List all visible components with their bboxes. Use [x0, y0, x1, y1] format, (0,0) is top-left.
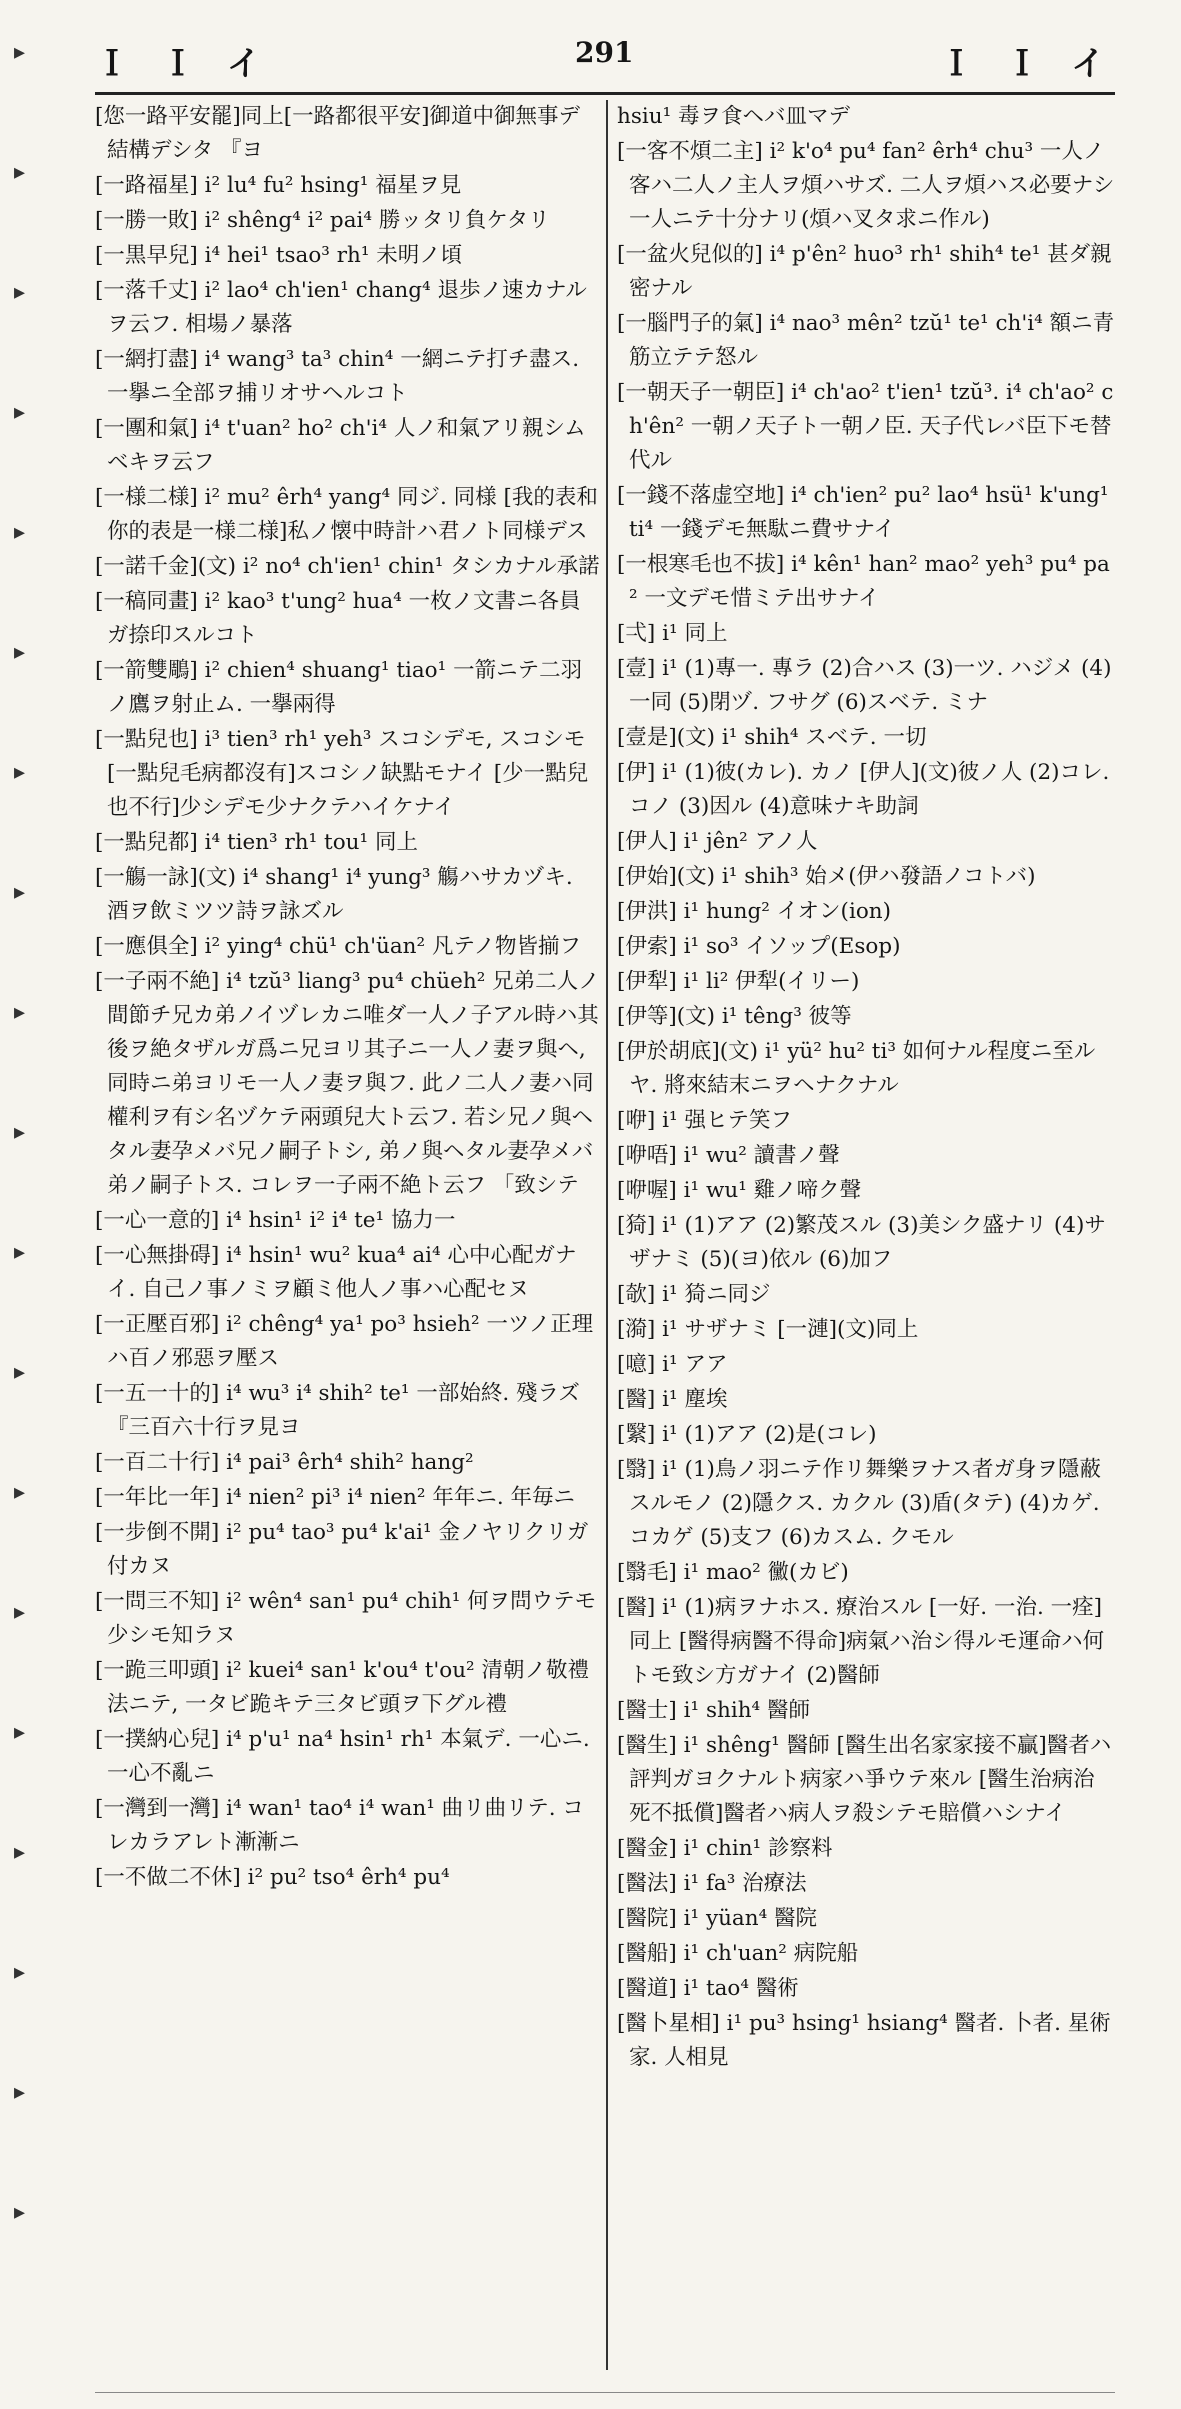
dictionary-entry: [一子兩不絶] i⁴ tzŭ³ liang³ pu⁴ chüeh² 兄弟二人ノ間節チ兄カ弟ノイヅレカニ唯ダ一人ノ子アル時ハ其後ヲ絶タザルガ爲ニ兄ヨリ其子ニ一人ノ妻ヲ與ヘ, 同時ニ弟ヨリモ一人ノ妻ヲ與フ. 此ノ二人ノ妻ハ同權利ヲ有シ名ヅケテ兩頭兒大ト云フ. 若シ兄ノ與ヘタル妻孕メバ兄ノ嗣子トシ, 弟ノ與ヘタル妻孕メバ弟ノ嗣子トス. コレヲ一子兩不絶ト云フ 「致シテ: [95, 969, 600, 1198]
margin-mark: ▸: [14, 760, 26, 785]
margin-mark: ▸: [14, 1240, 26, 1265]
page-header: [95, 28, 1115, 84]
dictionary-entry: [一様二様] i² mu² êrh⁴ yang⁴ 同ジ. 同様 [我的表和你的表是一様二様]私ノ懐中時計ハ君ノト同様デス: [95, 485, 598, 544]
dictionary-entry: [伊犁] i¹ li² 伊犁(イリー): [617, 969, 860, 994]
dictionary-entry: [一點兒都] i⁴ tien³ rh¹ tou¹ 同上: [95, 830, 418, 855]
margin-mark: ▸: [14, 1120, 26, 1145]
margin-mark: ▸: [14, 2080, 26, 2105]
dictionary-entry: [伊於胡底](文) i¹ yü² hu² ti³ 如何ナル程度ニ至ルヤ. 將來結末ニヲヘナクナル: [617, 1039, 1096, 1098]
dictionary-entry: [一點兒也] i³ tien³ rh¹ yeh³ スコシデモ, スコシモ [一點兒毛病都沒有]スコシノ缺點モナイ [少一點兒也不行]少シデモ少ナクテハイケナイ: [95, 727, 589, 820]
dictionary-entry: [一跪三叩頭] i² kuei⁴ san¹ k'ou⁴ t'ou² 清朝ノ敬禮法ニテ, 一タビ跪キテ三タビ頭ヲ下グル禮: [95, 1658, 589, 1717]
margin-mark: ▸: [14, 1840, 26, 1865]
dictionary-entry: [繄] i¹ (1)アア (2)是(コレ): [617, 1422, 877, 1447]
dictionary-entry: [一稿同畫] i² kao³ t'ung² hua⁴ 一枚ノ文書ニ各員ガ捺印スルコト: [95, 589, 581, 648]
dictionary-entry: [弌] i¹ 同上: [617, 621, 728, 646]
dictionary-entry: [咿] i¹ 强ヒテ笑フ: [617, 1108, 792, 1133]
dictionary-entry: [一團和氣] i⁴ t'uan² ho² ch'i⁴ 人ノ和氣アリ親シムベキヲ云フ: [95, 416, 586, 475]
margin-mark: ▸: [14, 520, 26, 545]
binding-margin-marks: [6, 40, 46, 2380]
margin-mark: ▸: [14, 1720, 26, 1745]
margin-mark: ▸: [14, 1360, 26, 1385]
margin-mark: ▸: [14, 400, 26, 425]
dictionary-entry: [一落千丈] i² lao⁴ ch'ien¹ chang⁴ 退歩ノ速カナルヲ云フ. 相場ノ暴落: [95, 278, 587, 337]
dictionary-entry: [您一路平安罷]同上[一路都很平安]御道中御無事デ結構デシタ 『ヨ: [95, 104, 581, 163]
dictionary-entry: [一心一意的] i⁴ hsin¹ i² i⁴ te¹ 協力一: [95, 1208, 456, 1233]
margin-mark: ▸: [14, 280, 26, 305]
header-right-guide: Ｉ Ｉ イ: [939, 44, 1115, 84]
dictionary-entry: [一心無掛碍] i⁴ hsin¹ wu² kua⁴ ai⁴ 心中心配ガナイ. 自己ノ事ノミヲ顧ミ他人ノ事ハ心配セヌ: [95, 1243, 577, 1302]
dictionary-entry: [醫生] i¹ shêng¹ 醫師 [醫生出名家家接不贏]醫者ハ評判ガヨクナルト病家ハ爭ウテ來ル [醫生治病治死不抵償]醫者ハ病人ヲ殺シテモ賠償ハシナイ: [617, 1733, 1112, 1826]
entry-columns: [95, 100, 1115, 2380]
header-rule: [95, 92, 1115, 95]
dictionary-entry: [翳毛] i¹ mao² 黴(カビ): [617, 1560, 849, 1585]
dictionary-entry: [醫院] i¹ yüan⁴ 醫院: [617, 1906, 818, 1931]
dictionary-entry: [翳] i¹ (1)鳥ノ羽ニテ作リ舞樂ヲナス者ガ身ヲ隱蔽スルモノ (2)隱クス. カクル (3)盾(タテ) (4)カゲ. コカゲ (5)支フ (6)カスム. クモル: [617, 1457, 1102, 1550]
dictionary-entry: hsiu¹ 毒ヲ食ヘバ皿マデ: [617, 104, 851, 129]
dictionary-entry: [伊人] i¹ jên² アノ人: [617, 829, 818, 854]
page-number: 291: [575, 36, 634, 69]
dictionary-entry: [咿唔] i¹ wu² 讀書ノ聲: [617, 1143, 840, 1168]
dictionary-entry: [一步倒不開] i² pu⁴ tao³ pu⁴ k'ai¹ 金ノヤリクリガ付カヌ: [95, 1520, 589, 1579]
dictionary-entry: [一錢不落虚空地] i⁴ ch'ien² pu² lao⁴ hsü¹ k'ung¹ ti⁴ 一錢デモ無駄ニ費サナイ: [617, 483, 1109, 542]
dictionary-entry: [猗] i¹ (1)アア (2)繁茂スル (3)美シク盛ナリ (4)サザナミ (5)(ヨ)依ル (6)加フ: [617, 1213, 1106, 1272]
margin-mark: ▸: [14, 2200, 26, 2225]
dictionary-entry: [醫] i¹ (1)病ヲナホス. 療治スル [一好. 一治. 一痊]同上 [醫得病醫不得命]病氣ハ治シ得ルモ運命ハ何トモ致シ方ガナイ (2)醫師: [617, 1595, 1105, 1688]
dictionary-entry: [醫士] i¹ shih⁴ 醫師: [617, 1698, 810, 1723]
dictionary-entry: [一客不煩二主] i² k'o⁴ pu⁴ fan² êrh⁴ chu³ 一人ノ客ハ二人ノ主人ヲ煩ハサズ. 二人ヲ煩ハス必要ナシ一人ニテ十分ナリ(煩ハ叉タ求ニ作ル): [617, 139, 1115, 232]
dictionary-entry: [伊] i¹ (1)彼(カレ). カノ [伊人](文)彼ノ人 (2)コレ. コノ (3)因ル (4)意味ナキ助詞: [617, 760, 1110, 819]
column-divider: [606, 100, 608, 2370]
dictionary-entry: [醫船] i¹ ch'uan² 病院船: [617, 1941, 859, 1966]
dictionary-entry: [一百二十行] i⁴ pai³ êrh⁴ shih² hang²: [95, 1450, 474, 1475]
dictionary-entry: [一路福星] i² lu⁴ fu² hsing¹ 福星ヲ見: [95, 173, 462, 198]
dictionary-entry: [伊洪] i¹ hung² イオン(ion): [617, 899, 891, 924]
dictionary-entry: [醫金] i¹ chin¹ 診察料: [617, 1836, 833, 1861]
dictionary-entry: [醫法] i¹ fa³ 治療法: [617, 1871, 807, 1896]
margin-mark: ▸: [14, 1600, 26, 1625]
margin-mark: ▸: [14, 880, 26, 905]
margin-mark: ▸: [14, 1000, 26, 1025]
margin-mark: ▸: [14, 40, 26, 65]
dictionary-entry: [一撲納心兒] i⁴ p'u¹ na⁴ hsin¹ rh¹ 本氣デ. 一心ニ. 一心不亂ニ: [95, 1727, 590, 1786]
dictionary-entry: [一灣到一灣] i⁴ wan¹ tao⁴ i⁴ wan¹ 曲リ曲リテ. コレカラアレト漸漸ニ: [95, 1796, 584, 1855]
dictionary-entry: [醫] i¹ 塵埃: [617, 1387, 728, 1412]
margin-mark: ▸: [14, 640, 26, 665]
dictionary-entry: [一箭雙鵰] i² chien⁴ shuang¹ tiao¹ 一箭ニテ二羽ノ鷹ヲ射止ム. 一擧兩得: [95, 658, 583, 717]
dictionary-entry: [一網打盡] i⁴ wang³ ta³ chin⁴ 一網ニテ打チ盡ス. 一擧ニ全部ヲ捕リオサヘルコト: [95, 347, 580, 406]
dictionary-entry: [一諾千金](文) i² no⁴ ch'ien¹ chin¹ タシカナル承諾: [95, 554, 600, 579]
dictionary-entry: [一五一十的] i⁴ wu³ i⁴ shih² te¹ 一部始終. 殘ラズ 『三百六十行ヲ見ヨ: [95, 1381, 580, 1440]
dictionary-entry: [伊索] i¹ so³ イソップ(Esop): [617, 934, 901, 959]
dictionary-entry: [壹是](文) i¹ shih⁴ スベテ. 一切: [617, 725, 927, 750]
dictionary-entry: [伊等](文) i¹ têng³ 彼等: [617, 1004, 852, 1029]
dictionary-entry: [一正壓百邪] i² chêng⁴ ya¹ po³ hsieh² 一ツノ正理ハ百ノ邪惡ヲ壓ス: [95, 1312, 594, 1371]
left-column: [95, 100, 600, 2380]
dictionary-entry: [一朝天子一朝臣] i⁴ ch'ao² t'ien¹ tzŭ³. i⁴ ch'ao² ch'ên² 一朝ノ天子ト一朝ノ臣. 天子代レバ臣下モ替代ル: [617, 380, 1114, 473]
margin-mark: ▸: [14, 1480, 26, 1505]
dictionary-entry: [噫] i¹ アア: [617, 1352, 728, 1377]
dictionary-entry: [一根寒毛也不拔] i⁴ kên¹ han² mao² yeh³ pu⁴ pa² 一文デモ惜ミテ出サナイ: [617, 552, 1110, 611]
dictionary-entry: [咿喔] i¹ wu¹ 雞ノ啼ク聲: [617, 1178, 862, 1203]
dictionary-entry: [漪] i¹ サザナミ [一漣](文)同上: [617, 1317, 919, 1342]
dictionary-entry: [醫道] i¹ tao⁴ 醫術: [617, 1976, 799, 2001]
dictionary-entry: [一盆火兒似的] i⁴ p'ên² huo³ rh¹ shih⁴ te¹ 甚ダ親密ナル: [617, 242, 1112, 301]
right-column: [617, 100, 1115, 2380]
dictionary-entry: [壹] i¹ (1)專一. 專ラ (2)合ハス (3)一ツ. ハジメ (4)一同 (5)閉ヅ. フサグ (6)スベテ. ミナ: [617, 656, 1112, 715]
bottom-rule: [95, 2392, 1115, 2393]
dictionary-entry: [一觴一詠](文) i⁴ shang¹ i⁴ yung³ 觴ハサカヅキ. 酒ヲ飲ミツツ詩ヲ詠ズル: [95, 865, 573, 924]
dictionary-entry: [一勝一敗] i² shêng⁴ i² pai⁴ 勝ッタリ負ケタリ: [95, 208, 550, 233]
dictionary-entry: [一年比一年] i⁴ nien² pi³ i⁴ nien² 年年ニ. 年毎ニ: [95, 1485, 576, 1510]
dictionary-entry: [一應俱全] i² ying⁴ chü¹ ch'üan² 凡テノ物皆揃フ: [95, 934, 581, 959]
dictionary-entry: [一問三不知] i² wên⁴ san¹ pu⁴ chih¹ 何ヲ問ウテモ少シモ知ラヌ: [95, 1589, 597, 1648]
margin-mark: ▸: [14, 160, 26, 185]
dictionary-entry: [一腦門子的氣] i⁴ nao³ mên² tzŭ¹ te¹ ch'i⁴ 額ニ青筋立テテ怒ル: [617, 311, 1115, 370]
dictionary-entry: [一黒早兒] i⁴ hei¹ tsao³ rh¹ 未明ノ頃: [95, 243, 463, 268]
dictionary-entry: [欹] i¹ 猗ニ同ジ: [617, 1282, 771, 1307]
dictionary-entry: [伊始](文) i¹ shih³ 始メ(伊ハ發語ノコトバ): [617, 864, 1036, 889]
header-left-guide: Ｉ Ｉ イ: [95, 44, 271, 84]
dictionary-entry: [一不做二不休] i² pu² tso⁴ êrh⁴ pu⁴: [95, 1865, 450, 1890]
dictionary-entry: [醫卜星相] i¹ pu³ hsing¹ hsiang⁴ 醫者. 卜者. 星術家. 人相見: [617, 2011, 1111, 2070]
margin-mark: ▸: [14, 1960, 26, 1985]
